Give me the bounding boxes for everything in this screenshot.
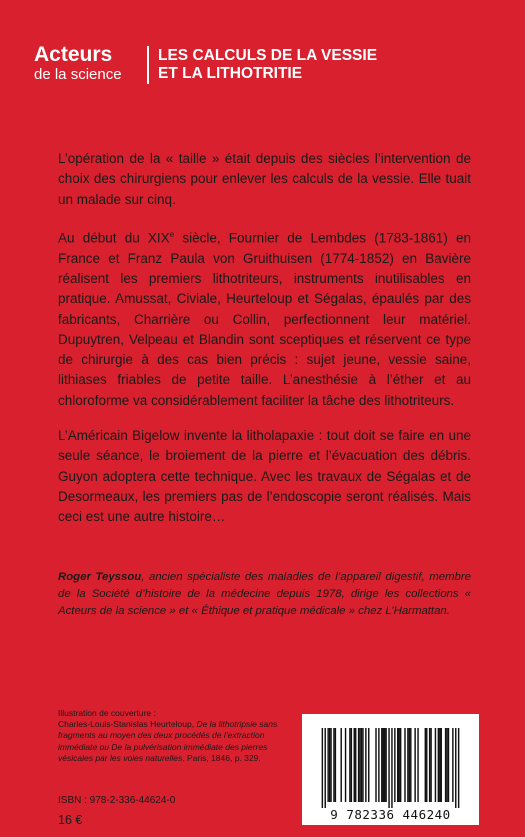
barcode-bar <box>430 728 431 802</box>
paragraph-2-start: Au début du XIX <box>58 230 170 246</box>
barcode-bar <box>375 728 376 802</box>
barcode-bar <box>458 728 459 808</box>
paragraph-2-rest: siècle, Fournier de Lembdes (1783-1861) en France et Franz Paula von Gruithuisen (1774-1852) en Bavière réalisent les premiers lithotriteurs, instruments inutilisables en pratique. Amussat, Civiale, Heurteloup et Ségalas, épaulés par des fabricants, Charrière ou Collin, perfectionnent leur matériel. Dupuytren, Velpeau et Blandin sont sceptiques et réservent ce type de chirurgie à des cas bien précis : sujet jeune, vessie saine, lithiases friables de petite taille. L’anesthésie à l’éther et au chloroforme va considérablement faciliter la tâche des lithotriteurs. <box>58 230 471 408</box>
barcode-bar <box>349 728 350 802</box>
author-bio-text: , ancien spécialiste des maladies de l’appareil digestif, membre de la Société d’histoire de la médecine depuis 1978, dirige les collections « Acteurs de la science » et « Éthique et pratique médicale » chez L’Harmattan. <box>58 571 471 617</box>
barcode-bar <box>359 728 360 802</box>
barcode-bar <box>400 728 401 802</box>
barcode-bar <box>358 728 359 802</box>
barcode-bar <box>404 728 405 802</box>
barcode-bar <box>448 728 449 802</box>
author-name: Roger Teyssou <box>58 571 142 583</box>
credit-text <box>58 719 288 764</box>
book-title-line-2: ET LA LITHOTRITIE <box>158 65 303 82</box>
barcode-bar <box>439 728 440 802</box>
barcode-bar <box>325 728 326 808</box>
barcode-bar <box>322 728 323 808</box>
barcode-bar <box>384 728 385 802</box>
credit-work-title: De la lithotripsie sans fragments au moyen des deux procédés de l’extraction immédiate ou De la pulvérisation immédiate des pierres vésicales par les voies naturelles <box>58 719 278 763</box>
credit-author: Charles-Louis-Stanislas Heurteloup, <box>58 719 197 730</box>
back-cover-summary <box>58 149 471 543</box>
barcode-bar <box>409 728 410 802</box>
barcode-bar <box>335 728 336 802</box>
barcode-bar <box>362 728 363 802</box>
credit-details: , Paris, 1846, p. 329. <box>182 752 261 763</box>
barcode-bar <box>330 728 331 802</box>
barcode-bar <box>351 728 352 802</box>
summary-paragraph-1: L’opération de la « taille » était depuis des siècles l’intervention de choix des chirurgiens pour enlever les calculs de la vessie. Elle tuait un malade sur cinq. <box>58 151 471 207</box>
barcode-bars <box>302 714 479 810</box>
barcode-bar <box>365 728 366 802</box>
barcode-bar <box>446 728 447 802</box>
cover-illustration-credit <box>58 708 288 764</box>
barcode-bar <box>383 728 384 802</box>
series-subtitle: de la science <box>34 66 122 83</box>
barcode-bar <box>378 728 379 802</box>
barcode-bar <box>329 728 330 802</box>
barcode-bar <box>426 728 427 802</box>
book-title-line-1: LES CALCULS DE LA VESSIE <box>158 47 378 64</box>
barcode-bar <box>441 728 442 802</box>
barcode-bar <box>361 728 362 802</box>
barcode-bar <box>398 728 399 802</box>
barcode-number: 9 782336 446240 <box>330 807 451 822</box>
barcode-bar <box>397 728 398 802</box>
barcode-bar <box>333 728 334 802</box>
barcode-bar <box>410 728 411 802</box>
series-title: Acteurs <box>34 43 113 66</box>
book-title <box>158 47 377 83</box>
barcode-bar <box>327 728 328 802</box>
barcode-bar <box>452 728 453 802</box>
barcode-bar <box>455 728 456 808</box>
author-bio <box>58 569 471 620</box>
summary-paragraph-2 <box>58 225 471 411</box>
barcode-bar <box>417 728 418 802</box>
barcode-bar <box>445 728 446 802</box>
barcode-bar <box>414 728 415 802</box>
barcode-bar <box>425 728 426 802</box>
barcode-bar <box>435 728 436 802</box>
barcode-bar <box>385 728 386 802</box>
barcode-bar <box>429 728 430 802</box>
barcode-bar <box>345 728 346 802</box>
century-superscript: e <box>169 229 175 239</box>
barcode-bar <box>381 728 382 802</box>
barcode-bar <box>355 728 356 802</box>
barcode-bar <box>407 728 408 802</box>
isbn: ISBN : 978-2-336-44624-0 <box>58 795 176 806</box>
barcode-bar <box>354 728 355 802</box>
barcode <box>302 714 479 825</box>
barcode-bar <box>388 728 389 808</box>
barcode-bar <box>391 728 392 808</box>
barcode-bar <box>394 728 395 802</box>
barcode-bar <box>438 728 439 802</box>
credit-label: Illustration de couverture : <box>58 708 156 718</box>
barcode-bar <box>368 728 369 802</box>
summary-paragraph-3: L’Américain Bigelow invente la litholapaxie : tout doit se faire en une seule séance, le broiement de la pierre et l’évacuation des débris. Guyon adoptera cette technique. Avec les travaux de Ségalas et de Desormeaux, les premiers pas de l’endoscopie seront réalisés. Mais ceci est une autre histoire… <box>58 428 471 525</box>
barcode-bar <box>340 728 341 802</box>
price: 16 € <box>58 813 83 827</box>
header-divider <box>147 46 149 84</box>
